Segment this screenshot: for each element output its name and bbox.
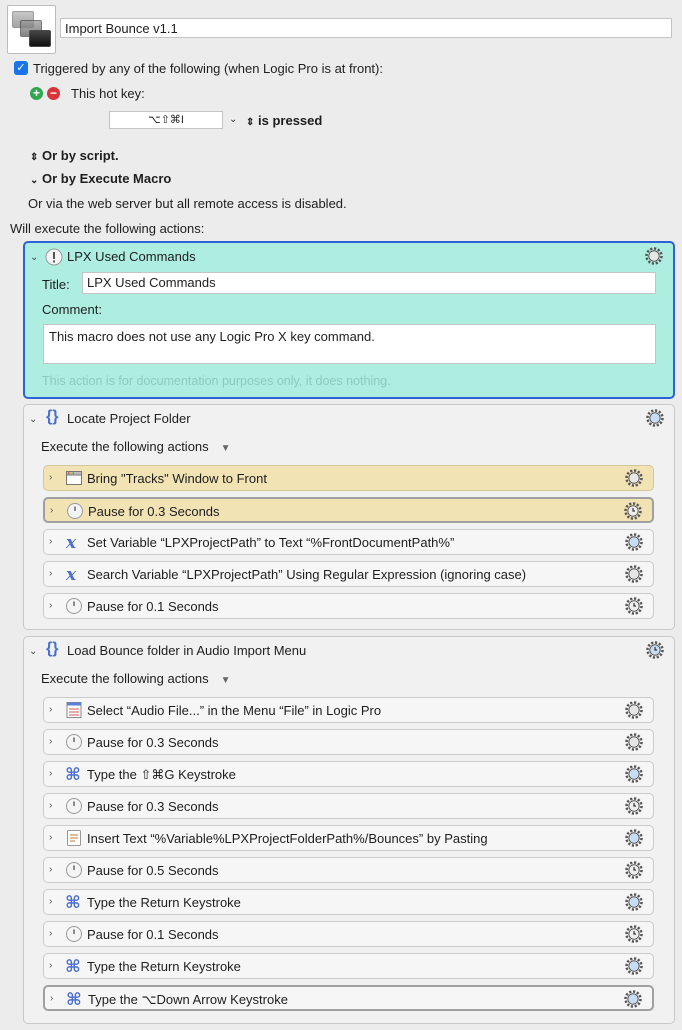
documentation-note: This action is for documentation purposes only, it does nothing. [42,374,391,388]
action-row[interactable] [43,465,654,491]
action-row-label: Type the Return Keystroke [87,959,241,974]
variable-icon [65,565,83,583]
chevron-right-icon[interactable]: › [49,600,53,611]
comment-icon [45,248,63,266]
clock-icon [65,733,83,751]
hotkey-field[interactable]: ⌥⇧⌘I [109,111,223,129]
chevron-down-icon[interactable]: ⌄ [29,646,38,657]
text-icon [65,829,83,847]
chevron-right-icon[interactable]: › [49,768,53,779]
chevron-right-icon[interactable]: › [49,704,53,715]
trigger-checkbox[interactable]: ✓ [14,61,28,75]
comment-action-title: LPX Used Commands [67,249,196,264]
updown-chevron-icon: ⇕ [30,152,39,163]
command-key-icon [65,957,83,975]
action-row-label: Pause for 0.1 Seconds [87,927,219,942]
clock-icon [65,861,83,879]
title-label: Title: [42,277,70,292]
command-key-icon [66,990,84,1008]
action-row[interactable] [43,561,654,587]
svg-text:⌘: ⌘ [66,990,82,1008]
web-server-note: Or via the web server but all remote access is disabled. [28,196,347,211]
gear-icon-blue[interactable] [625,957,643,975]
chevron-down-icon[interactable]: ⌄ [30,252,39,263]
action-row-label: Pause for 0.3 Seconds [87,735,219,750]
gear-icon[interactable] [625,469,643,487]
gear-icon[interactable] [625,733,643,751]
chevron-right-icon[interactable]: › [49,472,53,483]
remove-trigger-icon[interactable]: − [47,87,60,100]
group-title: Locate Project Folder [67,411,191,426]
gear-icon[interactable] [645,247,663,265]
gear-clock-icon[interactable] [625,925,643,943]
action-row-label: Set Variable “LPXProjectPath” to Text “%FrontDocumentPath%” [87,535,455,550]
gear-icon[interactable] [646,409,664,427]
gear-clock-icon[interactable] [625,861,643,879]
or-by-script-toggle[interactable] [30,148,119,163]
action-row-label: Pause for 0.5 Seconds [87,863,219,878]
svg-text:⌘: ⌘ [65,893,81,911]
comment-field[interactable]: This macro does not use any Logic Pro X key command. [43,324,656,364]
execute-actions-label[interactable] [41,671,231,686]
chevron-right-icon[interactable]: › [49,928,53,939]
group-icon: {} [46,408,59,425]
action-row-label: Pause for 0.3 Seconds [88,504,220,519]
action-row[interactable] [43,953,654,979]
gear-icon[interactable] [625,701,643,719]
title-field[interactable]: LPX Used Commands [82,272,656,294]
chevron-right-icon[interactable]: › [50,993,54,1004]
execute-actions-text: Execute the following actions [41,671,209,686]
svg-text:⌘: ⌘ [65,765,81,783]
gear-icon-blue[interactable] [625,765,643,783]
svg-text:x: x [66,533,77,551]
gear-clock-icon[interactable] [646,641,664,659]
group-title: Load Bounce folder in Audio Import Menu [67,643,307,658]
action-row[interactable] [43,857,654,883]
chevron-right-icon[interactable]: › [49,800,53,811]
or-by-execute-macro-label: Or by Execute Macro [42,171,172,186]
variable-icon [65,533,83,551]
comment-label: Comment: [42,302,102,317]
execute-actions-text: Execute the following actions [41,439,209,454]
hotkey-label: This hot key: [71,86,145,101]
gear-icon-blue[interactable] [625,893,643,911]
macro-icon[interactable] [7,5,56,54]
or-by-script-label: Or by script. [42,148,119,163]
or-by-execute-macro-toggle[interactable] [30,171,171,186]
clock-icon [66,502,84,520]
action-row-label: Bring "Tracks" Window to Front [87,471,267,486]
svg-text:x: x [66,565,77,583]
hotkey-condition-label: is pressed [258,113,323,128]
gear-icon-blue[interactable] [625,829,643,847]
action-row[interactable] [43,529,654,555]
action-row[interactable] [43,497,654,523]
chevron-down-icon: ⌄ [30,175,39,186]
action-row[interactable] [43,889,654,915]
action-row[interactable] [43,697,654,723]
chevron-down-icon[interactable]: ⌄ [229,114,238,125]
chevron-right-icon[interactable]: › [49,896,53,907]
add-trigger-icon[interactable]: + [30,87,43,100]
svg-text:⌘: ⌘ [65,957,81,975]
trigger-label: Triggered by any of the following (when Logic Pro is at front): [33,61,383,76]
gear-icon-blue[interactable] [624,990,642,1008]
gear-icon[interactable] [625,565,643,583]
chevron-right-icon[interactable]: › [49,568,53,579]
updown-chevron-icon: ⇕ [246,117,255,128]
clock-icon [65,925,83,943]
gear-clock-icon[interactable] [624,502,642,520]
clock-icon [65,597,83,615]
chevron-right-icon[interactable]: › [49,536,53,547]
command-key-icon [65,765,83,783]
action-row-label: Type the Return Keystroke [87,895,241,910]
disclosure-triangle-icon[interactable]: ▼ [220,675,231,686]
action-row[interactable] [43,761,654,787]
comment-action-card[interactable] [23,241,675,399]
action-row[interactable] [43,825,654,851]
chevron-down-icon[interactable]: ⌄ [29,414,38,425]
action-row-label: Insert Text “%Variable%LPXProjectFolderPath%/Bounces” by Pasting [87,831,488,846]
actions-header: Will execute the following actions: [10,221,205,236]
chevron-right-icon[interactable]: › [49,736,53,747]
action-row-label: Pause for 0.1 Seconds [87,599,219,614]
gear-clock-icon[interactable] [625,797,643,815]
chevron-right-icon[interactable]: › [49,832,53,843]
menu-icon [65,701,83,719]
execute-actions-label[interactable] [41,439,231,454]
hotkey-condition-popup[interactable] [246,113,322,128]
chevron-right-icon[interactable]: › [49,864,53,875]
gear-icon-blue[interactable] [625,533,643,551]
chevron-right-icon[interactable]: › [50,505,54,516]
action-row[interactable] [43,793,654,819]
action-row-label: Search Variable “LPXProjectPath” Using Regular Expression (ignoring case) [87,567,527,582]
action-row-label: Pause for 0.3 Seconds [87,799,219,814]
chevron-right-icon[interactable]: › [49,960,53,971]
action-row[interactable] [43,985,654,1011]
action-row[interactable] [43,921,654,947]
action-row[interactable] [43,593,654,619]
command-key-icon [65,893,83,911]
macro-name-field[interactable]: Import Bounce v1.1 [60,18,672,38]
window-icon [65,469,83,487]
group-icon: {} [46,640,59,657]
action-row-label: Type the ⇧⌘G Keystroke [87,767,236,782]
clock-icon [65,797,83,815]
action-row[interactable] [43,729,654,755]
gear-clock-icon[interactable] [625,597,643,615]
disclosure-triangle-icon[interactable]: ▼ [220,443,231,454]
action-row-label: Select “Audio File...” in the Menu “File” in Logic Pro [87,703,382,718]
action-row-label: Type the ⌥Down Arrow Keystroke [88,992,288,1007]
